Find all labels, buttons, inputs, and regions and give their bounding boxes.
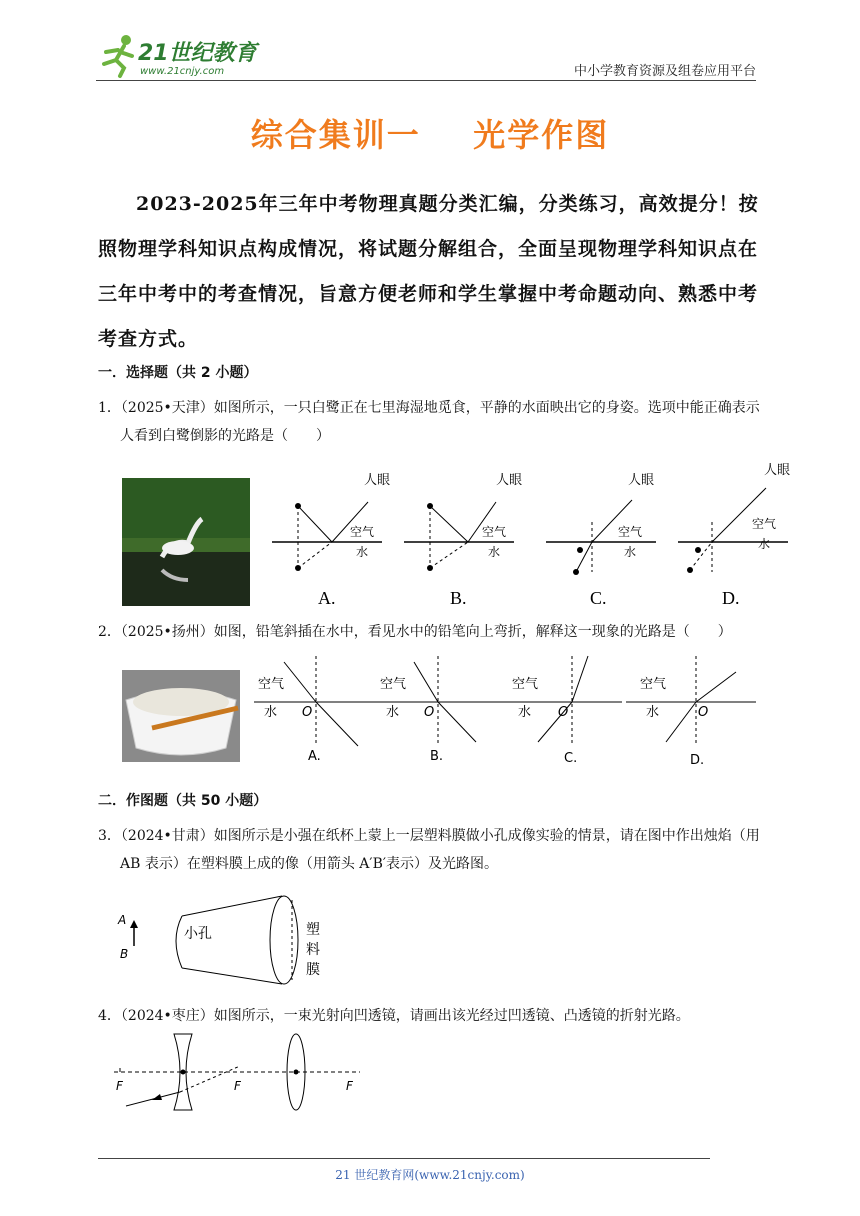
fig1-option-a [272,473,390,608]
svg-text:O: O [424,705,435,720]
fig2-option-c [498,656,622,766]
header-divider [96,80,756,81]
svg-text:D.: D. [690,753,705,768]
question-1 [98,394,764,450]
question-2-text: 2．（2025•扬州）如图，铅笔斜插在水中，看见水中的铅笔向上弯折，解释这一现象的光路是（ ） [98,624,732,640]
egret-photo [122,478,250,606]
svg-text:水: 水 [646,705,660,720]
svg-text:O: O [698,705,709,720]
question-4 [98,1002,764,1030]
footer-divider [98,1158,710,1159]
intro-paragraph: 2023-2025年三年中考物理真题分类汇编，分类练习，高效提分！按照物理学科知识点构成情况，将试题分解组合，全面呈现物理学科知识点在三年中考中的考查情况，旨意方便老师和学生掌握中考命题动向、熟悉中考考查方式。 [98,193,759,350]
figure-3 [116,894,336,990]
svg-text:空气: 空气 [512,677,539,692]
svg-text:人眼: 人眼 [364,473,391,488]
fig1-option-b [404,473,522,608]
fig2-option-a [254,656,378,764]
svg-text:水: 水 [518,705,532,720]
svg-text:料: 料 [306,942,320,958]
svg-text:A.: A. [318,588,336,608]
svg-text:A.: A. [308,749,321,764]
svg-text:水: 水 [356,545,369,559]
logo-main-text: 21世纪教育 [138,41,257,66]
svg-text:C.: C. [564,751,578,766]
svg-text:C.: C. [590,588,607,608]
svg-text:A: A [118,913,127,927]
svg-text:小孔: 小孔 [184,926,212,942]
paper-cup [176,896,320,984]
fig2-option-b [376,656,500,764]
question-2 [98,618,764,646]
candle-arrow [117,913,138,961]
pencil-bowl-photo [122,670,240,762]
svg-text:O: O [558,705,569,720]
svg-text:水: 水 [264,705,278,720]
svg-text:水: 水 [758,537,771,551]
svg-text:B: B [120,947,129,961]
svg-text:O: O [302,705,313,720]
svg-text:人眼: 人眼 [628,473,655,488]
fig1-option-d [678,463,790,608]
svg-text:空气: 空气 [640,677,667,692]
svg-text:塑: 塑 [306,922,320,938]
svg-text:B.: B. [430,749,444,764]
svg-text:膜: 膜 [306,962,320,978]
section-heading-choice: 一．选择题（共 2 小题） [98,365,258,381]
svg-text:空气: 空气 [258,677,285,692]
question-1-text: 1．（2025•天津）如图所示，一只白鹭正在七里海湿地觅食，平静的水面映出它的身姿。选项中能正确表示人看到白鹭倒影的光路是（ ） [98,400,760,444]
page-title: 综合集训一 光学作图 [250,116,610,154]
question-3 [98,822,764,878]
svg-text:F: F [116,1079,123,1093]
svg-text:人眼: 人眼 [496,473,523,488]
svg-text:水: 水 [386,705,400,720]
fig2-option-d [626,656,756,768]
question-4-text: 4．（2024•枣庄）如图所示，一束光射向凹透镜，请画出该光经过凹透镜、凸透镜的折射光路。 [98,1008,690,1024]
svg-text:水: 水 [624,545,637,559]
svg-text:F: F [234,1079,241,1093]
svg-text:人眼: 人眼 [764,463,791,478]
figure-4 [114,1030,374,1112]
svg-text:空气: 空气 [350,525,375,539]
runner-logo-icon [104,35,132,76]
figure-1 [122,462,791,610]
svg-text:水: 水 [488,545,501,559]
svg-text:D.: D. [722,588,740,608]
platform-name: 中小学教育资源及组卷应用平台 [573,64,756,79]
svg-text:F: F [346,1079,353,1093]
site-logo [96,34,266,78]
question-3-text: 3．（2024•甘肃）如图所示是小强在纸杯上蒙上一层塑料膜做小孔成像实验的情景，请在图中作出烛焰（用 AB 表示）在塑料膜上成的像（用箭头 A′B′表示）及光路图。 [98,828,760,872]
svg-text:B.: B. [450,588,467,608]
svg-text:空气: 空气 [380,677,407,692]
logo-sub-text: www.21cnjy.com [140,66,225,77]
fig1-option-c [546,473,656,608]
svg-text:空气: 空气 [752,517,777,531]
figure-2 [122,652,762,770]
svg-text:空气: 空气 [618,525,643,539]
incident-ray [126,1092,180,1106]
footer-text: 21 世纪教育网(www.21cnjy.com) [335,1168,525,1182]
svg-text:空气: 空气 [482,525,507,539]
section-heading-drawing: 二．作图题（共 50 小题） [98,793,268,809]
